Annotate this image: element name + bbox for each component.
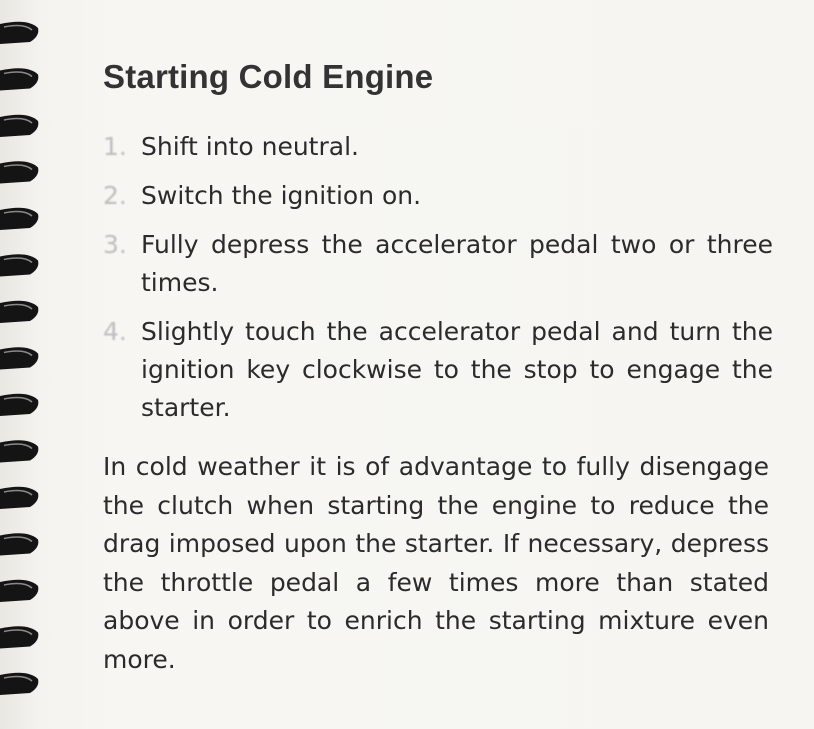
step-text: Fully depress the accelerator pedal two or three times. (141, 230, 773, 297)
page-title: Starting Cold Engine (103, 58, 434, 95)
binding-ring (0, 487, 38, 509)
binding-ring (0, 580, 38, 602)
cold-weather-note: In cold weather it is of advantage to fully disengage the clutch when starting the engine to reduce the drag imposed upon the starter. If necessary, depress the throttle pedal a few times more than stated above in order to enrich the starting mixture even more. (103, 452, 769, 674)
binding-ring (0, 208, 38, 230)
binding-ring (0, 22, 38, 44)
step-item (103, 313, 773, 427)
binding-ring (0, 301, 38, 323)
binding-ring (0, 533, 38, 555)
binding-ring (0, 626, 38, 648)
binding-rings (0, 14, 48, 724)
step-text: Switch the ignition on. (141, 181, 422, 210)
binding-ring (0, 347, 38, 369)
step-number: 4. (103, 317, 127, 346)
binding-ring (0, 68, 38, 90)
step-item (103, 128, 773, 166)
step-number: 1. (103, 132, 127, 161)
step-text: Slightly touch the accelerator pedal and turn the ignition key clockwise to the stop to engage the starter. (141, 317, 773, 422)
step-number: 3. (103, 230, 127, 259)
step-list (103, 128, 773, 438)
binding-ring (0, 161, 38, 183)
binding-ring (0, 673, 38, 695)
step-text: Shift into neutral. (141, 132, 359, 161)
binding-ring (0, 394, 38, 416)
spiral-binding (0, 14, 48, 724)
step-number: 2. (103, 181, 127, 210)
binding-ring (0, 440, 38, 462)
step-item (103, 177, 773, 215)
binding-ring (0, 115, 38, 137)
binding-ring (0, 254, 38, 276)
step-item (103, 226, 773, 302)
